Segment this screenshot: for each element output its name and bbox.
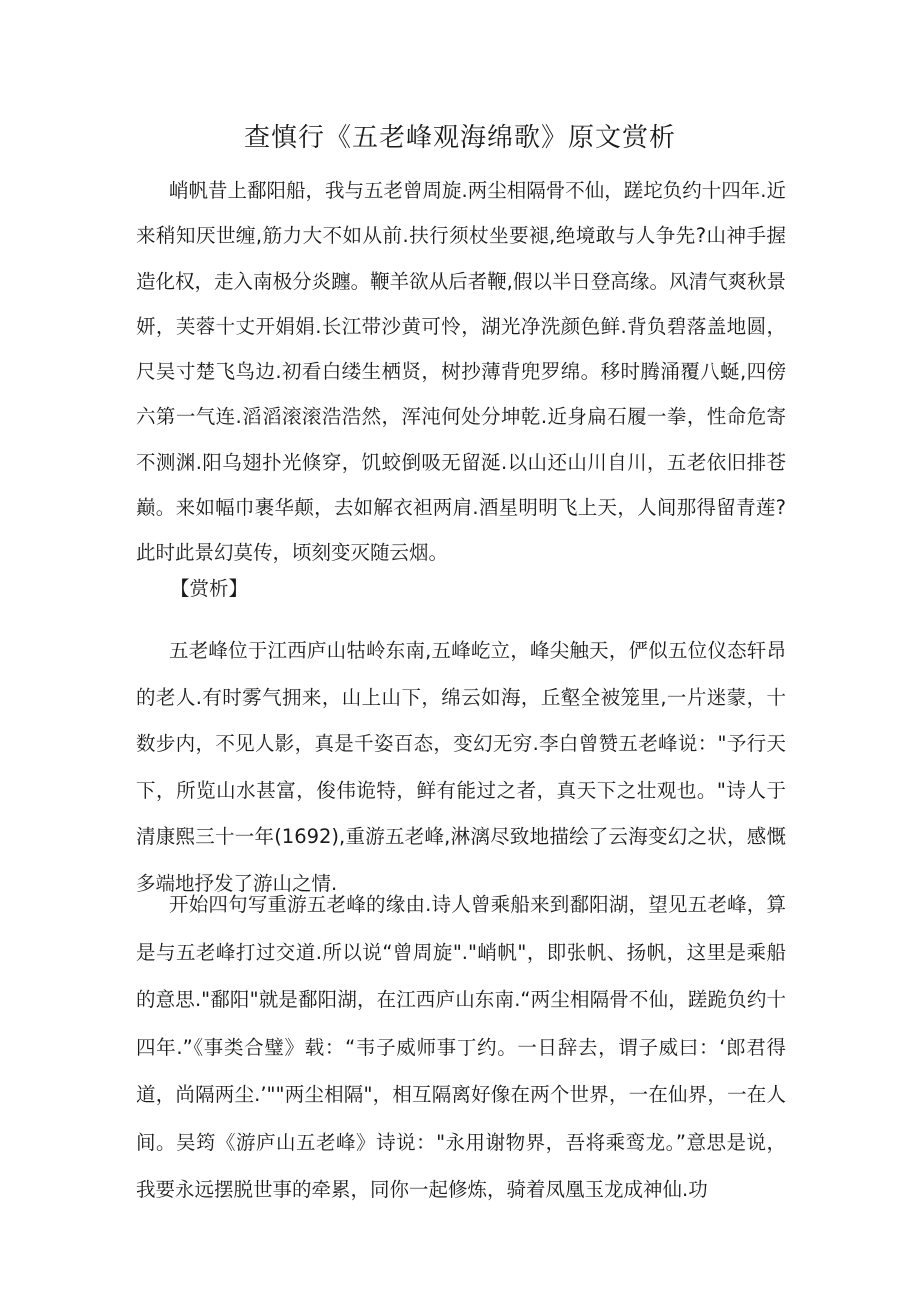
poem-text: 峭帆昔上鄱阳船，我与五老曾周旋.两尘相隔骨不仙，蹉坨负约十四年.近来稍知厌世缠,筋力大不如从前.扶行须杖坐要褪,绝境敢与人争先?山神手握造化权，走入南极分炎躔。鞭羊欲从后者鞭,假以半日登高缘。风清气爽秋景妍，芙蓉十丈开娟娟.长江带沙黄可怜，湖光净洗颜色鲜.背负碧落盖地圆，尺吴寸楚飞鸟边.初看白缕生栖贤，树抄薄背兜罗绵。移时腾涌覆八蜒,四傍六第一气连.滔滔滚滚浩浩然，浑沌何处分坤乾.近身扁石履一拳，性命危寄不测渊.阳乌翅扑光倏穿，饥蛟倒吸无留涎.以山还山川自川，五老依旧排苍巅。来如幅巾裹华颠，去如解衣袒两肩.酒星明明飞上天，人间那得留青莲?此时此景幻莫传，顷刻变灭随云烟。 [136,179,786,565]
analysis-heading: 【赏析】 [170,577,249,600]
analysis-paragraph-2: 开始四句写重游五老峰的缘由.诗人曾乘船来到鄱阳湖，望见五老峰，算是与五老峰打过交道.所以说“曾周旋"."峭帆"，即张帆、扬帆，这里是乘船的意思."鄱阳"就是鄱阳湖，在江西庐山东南.“两尘相隔骨不仙，蹉跪负约十四年.”《事类合璧》载：“韦子威师事丁约。一日辞去，谓子威曰：‘郎君得道，尚隔两尘.’""两尘相隔"，相互隔离好像在两个世界，一在仙界，一在人间。吴筠《游庐山五老峰》诗说："永用谢物界，吾将乘鸾龙。”意思是说，我要永远摆脱世事的牵累，同你一起修炼，骑着凤凰玉龙成神仙.功 [136,893,786,1201]
analysis-paragraph-1: 五老峰位于江西庐山牯岭东南,五峰屹立，峰尖触天，俨似五位仪态轩昂的老人.有时雾气拥来，山上山下，绵云如海，丘壑全被笼里,一片迷蒙，十数步内，不见人影，真是千姿百态，变幻无穷.李白曾赞五老峰说："予行天下，所览山水甚富，俊伟诡特，鲜有能过之者，真天下之壮观也。"诗人于清康熙三十一年(1692),重游五老峰,淋漓尽致地描绘了云海变幻之状，感慨多端地抒发了游山之情. [136,639,786,895]
page-title: 查慎行《五老峰观海绵歌》原文赏析 [243,123,676,153]
